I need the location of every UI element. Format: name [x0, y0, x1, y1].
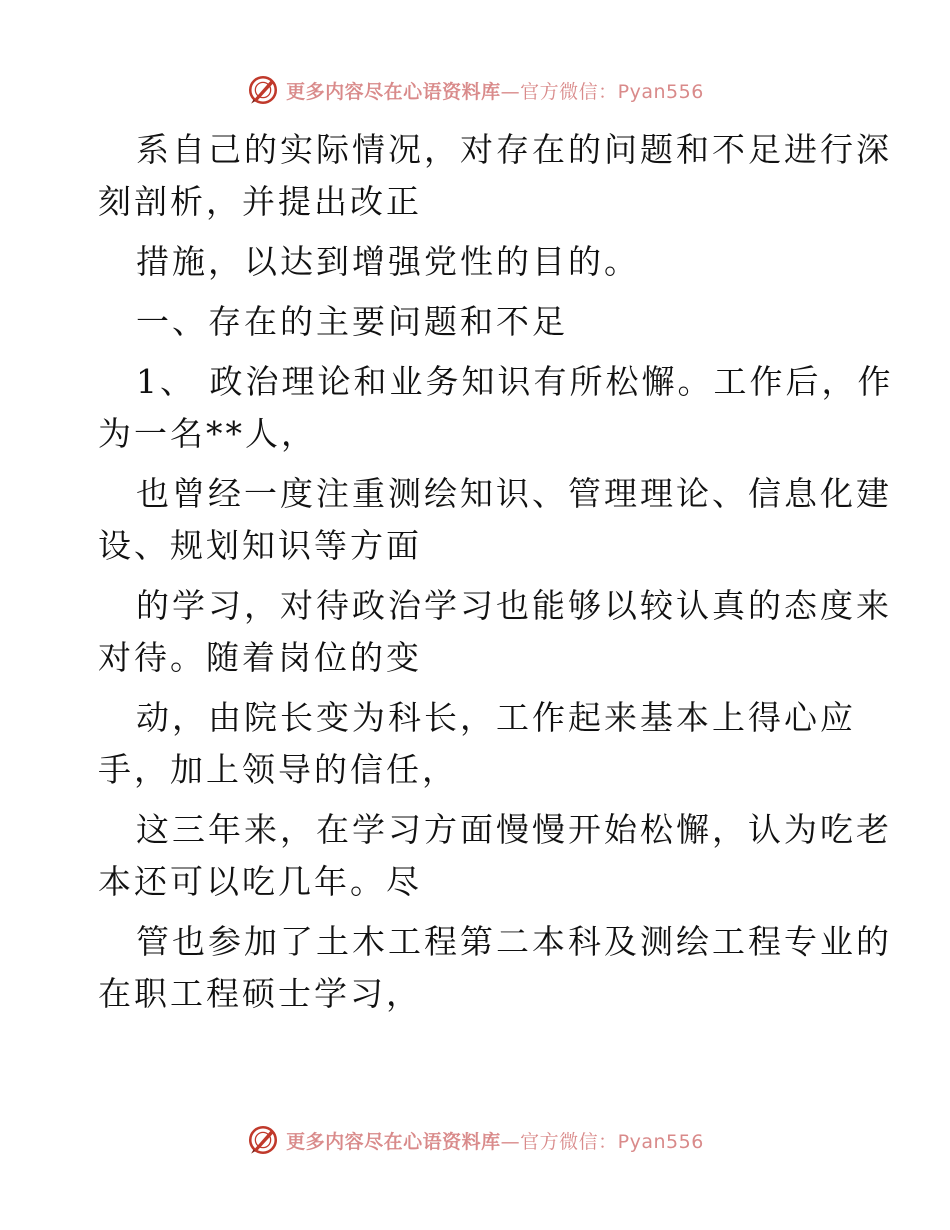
paragraph-2	[98, 236, 858, 288]
watermark-brand: 更多内容尽在心语资料库	[286, 80, 501, 103]
paragraph-1	[98, 124, 892, 228]
watermark-dash: —	[500, 80, 521, 103]
watermark-contact: 官方微信：Pyan556	[520, 1130, 704, 1153]
header-watermark	[0, 70, 950, 110]
watermark-dash: —	[500, 1130, 521, 1153]
text-line: 措施，以达到增强党性的目的。	[136, 242, 640, 281]
paragraph-9	[98, 916, 892, 1020]
watermark-contact: 官方微信：Pyan556	[520, 80, 704, 103]
document-body	[98, 124, 894, 1020]
text-line: 在职工程硕士学习，	[98, 974, 422, 1013]
paragraph-7	[98, 692, 858, 796]
text-line: 刻剖析，并提出改正	[98, 182, 422, 221]
text-line: 也曾经一度注重测绘知识、管理理论、信息化建	[136, 474, 892, 513]
text-line: 设、规划知识等方面	[98, 526, 422, 565]
text-line: 一、存在的主要问题和不足	[136, 302, 568, 341]
quill-seal-icon	[246, 1123, 280, 1157]
watermark-text	[286, 77, 704, 104]
quill-seal-icon	[246, 73, 280, 107]
paragraph-5	[98, 468, 892, 572]
text-line: 1、 政治理论和业务知识有所松懈。工作后，作	[136, 362, 894, 401]
paragraph-4	[98, 356, 894, 460]
paragraph-6	[98, 580, 892, 684]
watermark-brand: 更多内容尽在心语资料库	[286, 1130, 501, 1153]
watermark-text	[286, 1127, 704, 1154]
text-line: 对待。随着岗位的变	[98, 638, 422, 677]
text-line: 这三年来，在学习方面慢慢开始松懈，认为吃老	[136, 810, 892, 849]
text-line: 系自己的实际情况，对存在的问题和不足进行深	[136, 130, 892, 169]
text-line: 的学习，对待政治学习也能够以较认真的态度来	[136, 586, 892, 625]
text-line: 管也参加了土木工程第二本科及测绘工程专业的	[136, 922, 892, 961]
text-line: 手，加上领导的信任，	[98, 750, 458, 789]
section-heading	[98, 296, 858, 348]
text-line: 为一名**人，	[98, 414, 317, 453]
text-line: 本还可以吃几年。尽	[98, 862, 422, 901]
footer-watermark	[0, 1120, 950, 1160]
text-line: 动，由院长变为科长，工作起来基本上得心应	[136, 698, 856, 737]
paragraph-8	[98, 804, 892, 908]
